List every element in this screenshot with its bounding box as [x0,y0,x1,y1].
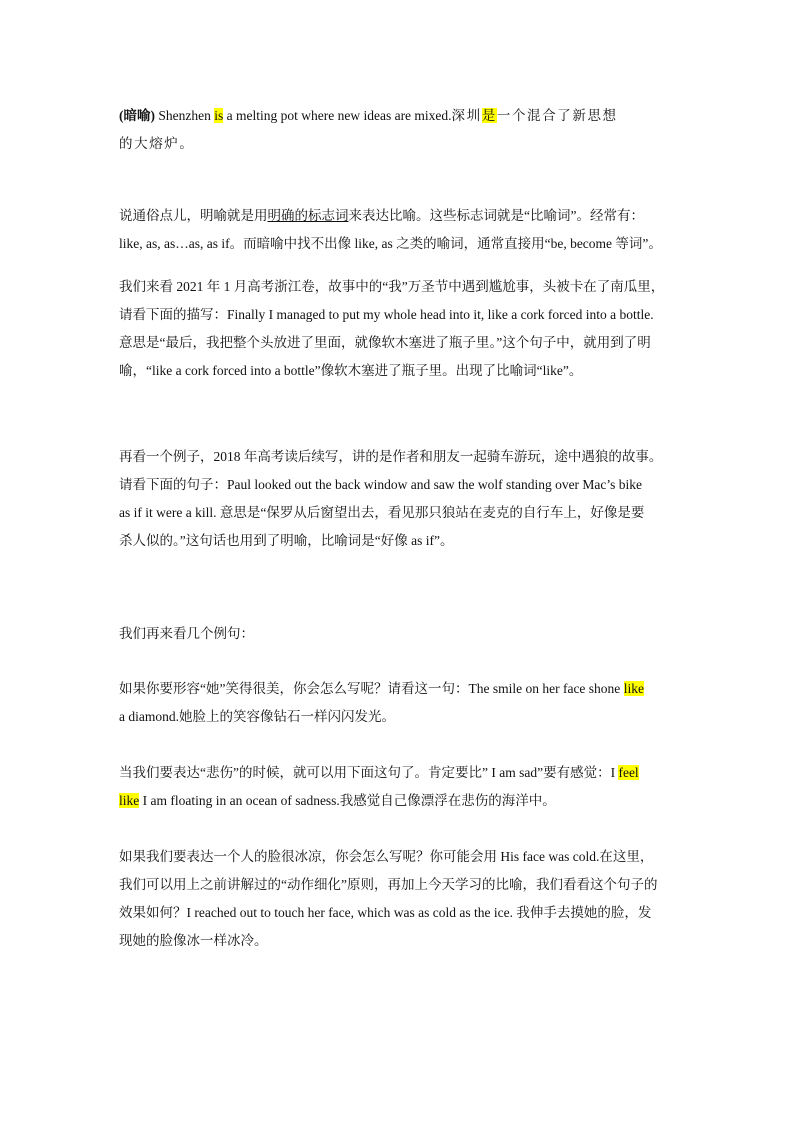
line: 请看下面的描写：Finally I managed to put my whole head into it, like a cork forced into a bottle. [119,307,654,322]
paragraph-zhejiang-example [119,273,679,385]
text-span: 如果你要形容“她”笑得很美，你会怎么写呢？请看这一句：The smile on her face shone [119,681,624,696]
line: 意思是“最后，我把整个头放进了里面，就像软木塞进了瓶子里。”这个句子中，就用到了明 [119,335,651,350]
line: as if it were a kill. 意思是“保罗从后窗望出去，看见那只狼站在麦克的自行车上，好像是要 [119,505,645,520]
metaphor-label: (暗喻) [119,108,155,123]
highlighted-word: like [119,793,140,808]
underlined-term: 明确的标志词 [267,208,349,223]
line [119,675,679,703]
line: 的大熔炉。 [119,136,195,151]
line: 效果如何？I reached out to touch her face, which was as cold as the ice. 我伸手去摸她的脸，发 [119,905,652,920]
line: 喻，“like a cork forced into a bottle”像软木塞进了瓶子里。出现了比喻词“like”。 [119,363,583,378]
paragraph-cold-face-example [119,843,679,955]
text-span: Shenzhen [155,108,215,123]
line [119,787,679,815]
highlighted-word: is [214,108,224,123]
line: 请看下面的句子：Paul looked out the back window and saw the wolf standing over Mac’s bike [119,477,643,492]
paragraph-metaphor-example [119,102,679,158]
paragraph-smile-example [119,675,679,731]
text-span: 一个混合了新思想 [496,108,618,123]
highlighted-word: like [623,681,644,696]
text-span: 说通俗点儿，明喻就是用 [119,208,268,223]
highlighted-word: 是 [481,108,497,123]
line: 再看一个例子，2018 年高考读后续写，讲的是作者和朋友一起骑车游玩，途中遇狼的故事。 [119,449,663,464]
text-span: 来表达比喻。这些标志词就是“比喻词”。经常有： [348,208,644,223]
paragraph-more-examples [119,620,679,648]
text-span: a melting pot where new ideas are mixed. [223,108,452,123]
line: 如果我们要表达一个人的脸很冰凉，你会怎么写呢？你可能会用 His face was cold.在这里， [119,849,654,864]
line: 我们来看 2021 年 1 月高考浙江卷，故事中的“我”万圣节中遇到尴尬事，头被卡在了南瓜里， [119,279,665,294]
line: a diamond.她脸上的笑容像钻石一样闪闪发光。 [119,709,395,724]
text-span: I am floating in an ocean of sadness.我感觉自己像漂浮在悲伤的海洋中。 [139,793,556,808]
paragraph-wolf-example [119,443,679,555]
line: 现她的脸像冰一样冰冷。 [119,933,268,948]
line: like, as, as…as, as if。而暗喻中找不出像 like, as 之类的喻词，通常直接用“be, become 等词”。 [119,236,662,251]
line: 我们再来看几个例句： [119,626,254,641]
highlighted-word: feel [618,765,639,780]
paragraph-simile-explanation [119,202,679,258]
text-span: 当我们要表达“悲伤”的时候，就可以用下面这句了。肯定要比” I am sad”要有感觉：I [119,765,619,780]
paragraph-sadness-example [119,759,679,815]
line [119,102,679,130]
text-span: 深圳 [451,108,482,123]
line [119,759,679,787]
line: 杀人似的。”这句话也用到了明喻，比喻词是“好像 as if”。 [119,533,454,548]
line: 我们可以用上之前讲解过的“动作细化”原则，再加上今天学习的比喻，我们看看这个句子的 [119,877,658,892]
line [119,202,679,230]
